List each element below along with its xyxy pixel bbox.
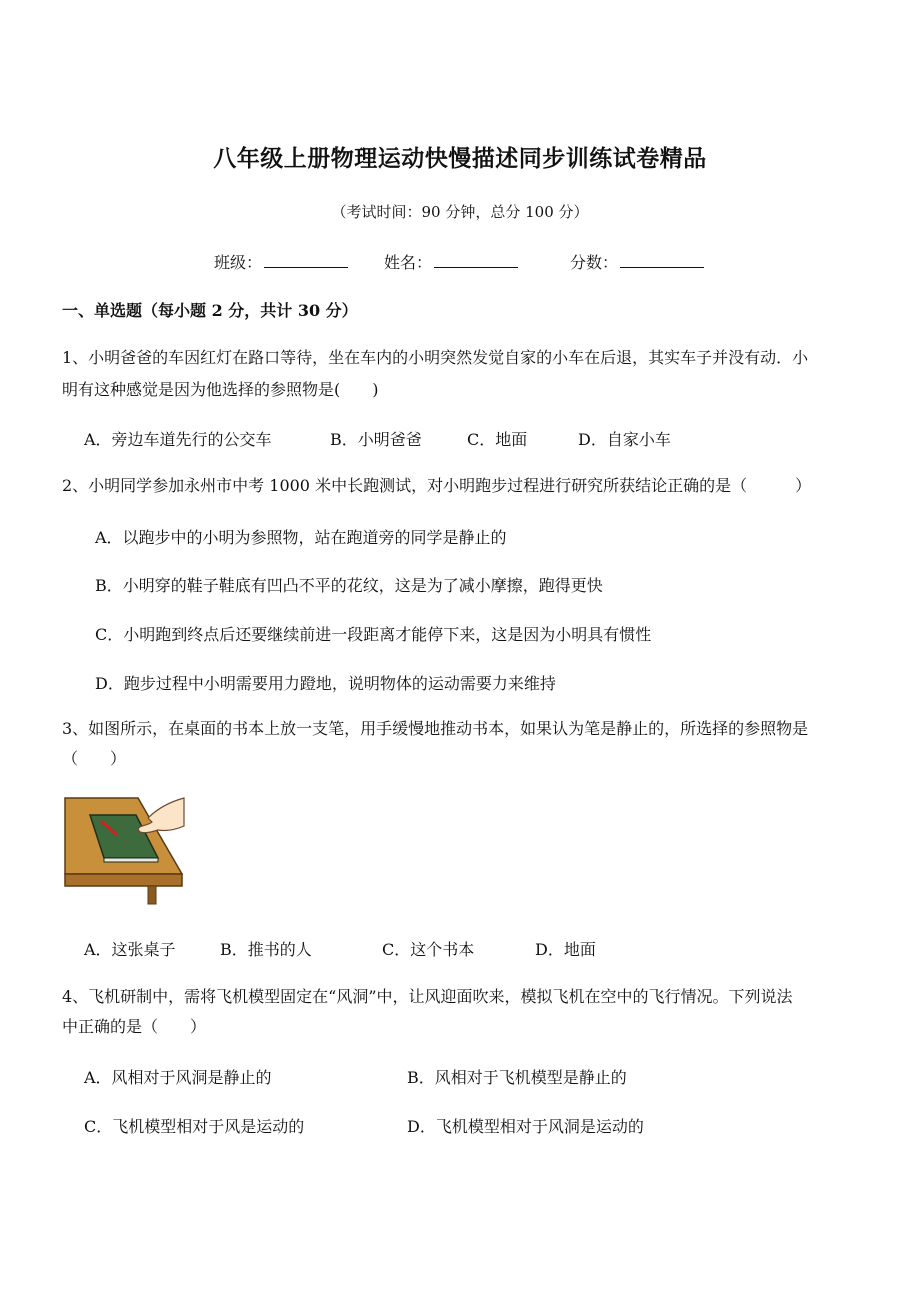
question-3-line-2: （ ）: [62, 749, 127, 768]
class-blank[interactable]: [264, 253, 348, 268]
question-1-option-d[interactable]: D．自家小车: [578, 430, 671, 449]
name-label: 姓名：: [384, 253, 433, 272]
question-2-option-a[interactable]: A．以跑步中的小明为参照物，站在跑道旁的同学是静止的: [95, 528, 507, 547]
name-blank[interactable]: [434, 253, 518, 268]
question-4-line-2: 中正确的是（ ）: [62, 1017, 207, 1036]
question-4-option-a[interactable]: A．风相对于风洞是静止的: [84, 1068, 272, 1087]
score-blank[interactable]: [620, 253, 704, 268]
class-field[interactable]: [214, 250, 348, 273]
question-1-option-c[interactable]: C．地面: [467, 430, 528, 449]
question-3-line-1: 3、如图所示，在桌面的书本上放一支笔，用手缓慢地推动书本，如果认为笔是静止的，所选择的参照物是: [62, 719, 809, 738]
question-1-option-b[interactable]: B．小明爸爸: [330, 430, 422, 449]
question-1-option-a[interactable]: A．旁边车道先行的公交车: [84, 430, 272, 449]
question-4-option-d[interactable]: D．飞机模型相对于风洞是运动的: [407, 1117, 644, 1136]
question-1-line-1: 1、小明爸爸的车因红灯在路口等待，坐在车内的小明突然发觉自家的小车在后退，其实车子并没有动．小: [62, 348, 809, 367]
question-2-line-1: 2、小明同学参加永州市中考 1000 米中长跑测试，对小明跑步过程进行研究所获结论正确的是（ ）: [62, 476, 812, 495]
book-on-table-illustration: [62, 792, 186, 906]
question-1-line-2: 明有这种感觉是因为他选择的参照物是( ): [62, 380, 379, 399]
question-3-option-c[interactable]: C．这个书本: [382, 940, 475, 959]
page-title: 八年级上册物理运动快慢描述同步训练试卷精品: [213, 145, 707, 172]
score-field[interactable]: [570, 250, 704, 273]
class-label: 班级：: [214, 253, 263, 272]
score-label: 分数：: [570, 253, 619, 272]
question-4-option-c[interactable]: C．飞机模型相对于风是运动的: [84, 1117, 305, 1136]
question-3-option-d[interactable]: D．地面: [535, 940, 596, 959]
question-3-option-b[interactable]: B．推书的人: [220, 940, 312, 959]
question-4-line-1: 4、飞机研制中，需将飞机模型固定在“风洞”中，让风迎面吹来，模拟飞机在空中的飞行情况。下列说法: [62, 987, 793, 1006]
question-2-option-c[interactable]: C．小明跑到终点后还要继续前进一段距离才能停下来，这是因为小明具有惯性: [95, 625, 652, 644]
question-4-option-b[interactable]: B．风相对于飞机模型是静止的: [407, 1068, 627, 1087]
exam-info: （考试时间：90 分钟，总分 100 分）: [331, 203, 589, 221]
name-field[interactable]: [384, 250, 518, 273]
section-heading: 一、单选题（每小题 2 分，共计 30 分）: [62, 301, 358, 320]
question-3-option-a[interactable]: A．这张桌子: [84, 940, 176, 959]
question-2-option-d[interactable]: D．跑步过程中小明需要用力蹬地，说明物体的运动需要力来维持: [95, 674, 556, 693]
question-2-option-b[interactable]: B．小明穿的鞋子鞋底有凹凸不平的花纹，这是为了减小摩擦，跑得更快: [95, 576, 603, 595]
